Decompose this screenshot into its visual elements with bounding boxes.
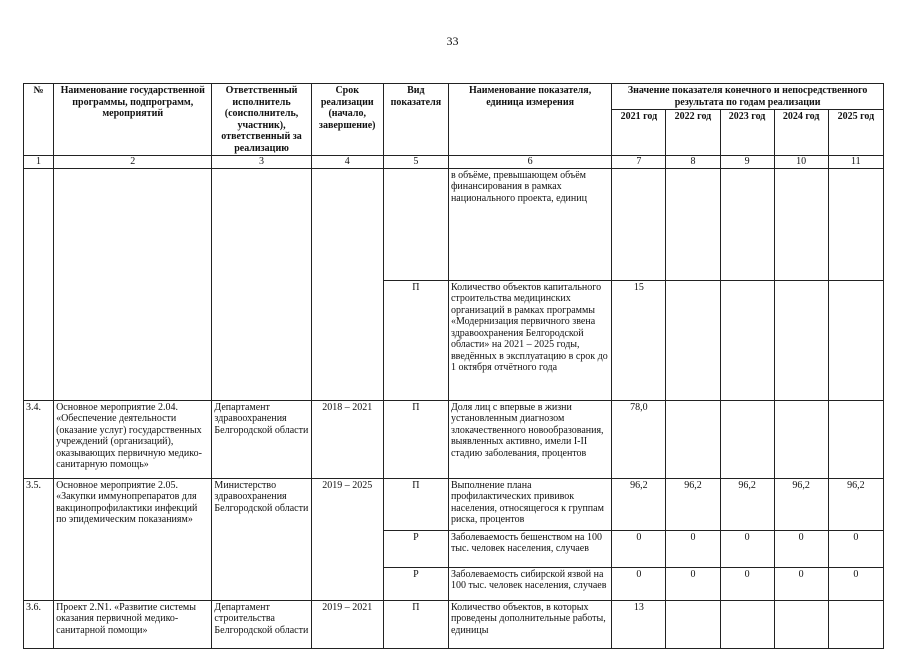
row-value	[720, 168, 774, 280]
row-num: 3.6.	[24, 600, 54, 648]
row-value	[774, 600, 828, 648]
row-value	[828, 400, 883, 478]
row-type: П	[383, 280, 448, 400]
column-number: 9	[720, 156, 774, 169]
row-num	[24, 168, 54, 400]
row-num: 3.4.	[24, 400, 54, 478]
row-indicator: Заболеваемость сибирской язвой на 100 тыс. человек населения, случаев	[448, 567, 611, 600]
column-number: 2	[54, 156, 212, 169]
column-numbers-row	[24, 156, 884, 169]
header-year: 2021 год	[612, 110, 666, 156]
row-name: Проект 2.N1. «Развитие системы оказания первичной медико-санитарной помощи»	[54, 600, 212, 648]
column-number: 3	[212, 156, 311, 169]
table-row	[24, 168, 884, 280]
row-value	[828, 280, 883, 400]
row-value: 0	[720, 530, 774, 567]
column-number: 1	[24, 156, 54, 169]
row-num: 3.5.	[24, 478, 54, 600]
row-value: 78,0	[612, 400, 666, 478]
row-executor	[212, 168, 311, 400]
row-indicator: Заболеваемость бешенством на 100 тыс. человек населения, случаев	[448, 530, 611, 567]
row-value: 13	[612, 600, 666, 648]
row-type: П	[383, 400, 448, 478]
table-row	[24, 478, 884, 530]
row-period	[311, 168, 383, 400]
row-name: Основное мероприятие 2.05. «Закупки иммунопрепаратов для вакцинопрофилактики инфекций по эпидемическим показаниям»	[54, 478, 212, 600]
row-type: Р	[383, 567, 448, 600]
row-value: 0	[774, 530, 828, 567]
row-executor: Министерство здравоохранения Белгородской области	[212, 478, 311, 600]
row-period: 2019 – 2025	[311, 478, 383, 600]
row-indicator: в объёме, превышающем объём финансирования в рамках национального проекта, единиц	[448, 168, 611, 280]
header-indicator: Наименование показателя, единица измерения	[448, 84, 611, 156]
row-value: 96,2	[774, 478, 828, 530]
row-indicator: Количество объектов капитального строительства медицинских организаций в рамках программы «Модернизация первичного звена здравоохранения Белгородской области» на 2021 – 2025 годы, введённых в эксплуатацию в срок до 1 октября отчётного года	[448, 280, 611, 400]
column-number: 8	[666, 156, 720, 169]
row-value: 0	[666, 530, 720, 567]
row-value: 0	[612, 530, 666, 567]
row-value: 15	[612, 280, 666, 400]
row-indicator: Доля лиц с впервые в жизни установленным диагнозом злокачественного новообразования, выявленных активно, имели I-II стадию заболевания, процентов	[448, 400, 611, 478]
table-row	[24, 400, 884, 478]
row-value: 0	[720, 567, 774, 600]
row-value	[774, 400, 828, 478]
row-executor: Департамент здравоохранения Белгородской области	[212, 400, 311, 478]
header-year: 2023 год	[720, 110, 774, 156]
row-type	[383, 168, 448, 280]
header-executor: Ответственный исполнитель (соисполнитель, участник), ответственный за реализацию	[212, 84, 311, 156]
row-value	[612, 168, 666, 280]
row-value	[774, 168, 828, 280]
table-row	[24, 600, 884, 648]
row-period: 2018 – 2021	[311, 400, 383, 478]
row-type: Р	[383, 530, 448, 567]
row-value: 0	[612, 567, 666, 600]
row-type: П	[383, 478, 448, 530]
header-year: 2022 год	[666, 110, 720, 156]
row-value: 96,2	[612, 478, 666, 530]
row-value	[774, 280, 828, 400]
page-number: 33	[446, 34, 459, 48]
row-value: 0	[828, 530, 883, 567]
row-value	[666, 280, 720, 400]
header-name: Наименование государственной программы, подпрограмм, мероприятий	[54, 84, 212, 156]
row-value	[720, 400, 774, 478]
column-number: 6	[448, 156, 611, 169]
row-value	[828, 600, 883, 648]
row-value: 0	[666, 567, 720, 600]
row-value	[666, 168, 720, 280]
row-value	[720, 280, 774, 400]
column-number: 11	[828, 156, 883, 169]
row-value	[666, 400, 720, 478]
header-year: 2024 год	[774, 110, 828, 156]
row-value: 96,2	[720, 478, 774, 530]
header-year: 2025 год	[828, 110, 883, 156]
header-type: Вид показателя	[383, 84, 448, 156]
row-type: П	[383, 600, 448, 648]
row-value: 0	[774, 567, 828, 600]
header-num: №	[24, 84, 54, 156]
column-number: 5	[383, 156, 448, 169]
row-value: 96,2	[666, 478, 720, 530]
row-indicator: Количество объектов, в которых проведены дополнительные работы, единицы	[448, 600, 611, 648]
row-value	[666, 600, 720, 648]
indicators-table	[23, 83, 884, 649]
row-value: 0	[828, 567, 883, 600]
header-values-group: Значение показателя конечного и непосредственного результата по годам реализации	[612, 84, 884, 110]
row-executor: Департамент строительства Белгородской области	[212, 600, 311, 648]
row-value	[720, 600, 774, 648]
header-row	[24, 84, 884, 110]
column-number: 10	[774, 156, 828, 169]
row-period: 2019 – 2021	[311, 600, 383, 648]
header-period: Срок реализации (начало, завершение)	[311, 84, 383, 156]
row-value: 96,2	[828, 478, 883, 530]
row-value	[828, 168, 883, 280]
row-indicator: Выполнение плана профилактических прививок населения, относящегося к группам риска, процентов	[448, 478, 611, 530]
row-name	[54, 168, 212, 400]
column-number: 7	[612, 156, 666, 169]
row-name: Основное мероприятие 2.04. «Обеспечение деятельности (оказание услуг) государственных учреждений (организаций), оказывающих первичную медико-санитарную помощь»	[54, 400, 212, 478]
column-number: 4	[311, 156, 383, 169]
